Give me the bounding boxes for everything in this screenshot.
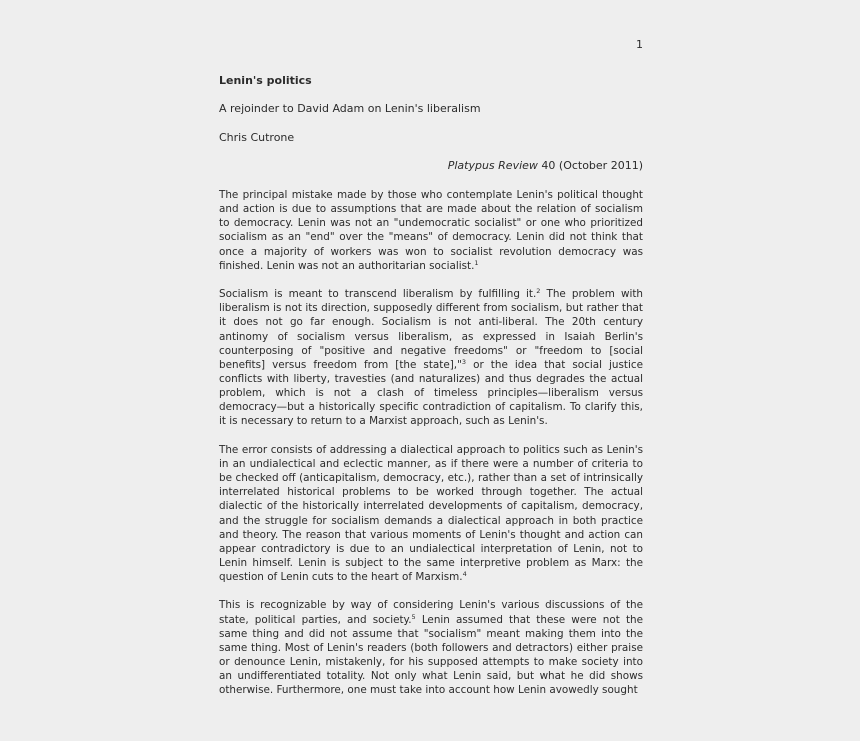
paragraph-text: The principal mistake made by those who contemplate Lenin's political thought and action is due to assumptions that are made about the relation of socialism to democracy. Lenin was not an "undemocratic socialist" or one who prioritized socialism as an "end" over the "means" of democracy. Lenin did not think that once a majority of workers was won to socialist revolution democracy was finished. Lenin was not an authoritarian socialist. xyxy=(219,189,643,272)
document-subtitle: A rejoinder to David Adam on Lenin's liberalism xyxy=(219,102,481,115)
article-body xyxy=(219,188,643,712)
paragraph-text: This is recognizable by way of considering Lenin's various discussions of the state, political parties, and society. xyxy=(219,599,643,626)
paragraph xyxy=(219,443,643,585)
page-number: 1 xyxy=(636,38,643,51)
footnote-marker[interactable]: 2 xyxy=(536,287,541,296)
journal-name: Platypus Review xyxy=(447,159,538,172)
footnote-marker[interactable]: 3 xyxy=(461,357,467,366)
publication-citation xyxy=(219,159,643,173)
author-name: Chris Cutrone xyxy=(219,131,295,144)
footnote-marker[interactable]: 4 xyxy=(462,570,467,579)
paragraph xyxy=(219,598,643,697)
paragraph-text: Lenin assumed that these were not the same thing and did not assume that "socialism" meant making them into the same thing. Most of Lenin's readers (both followers and detractors) either praise or denounce Lenin, mistakenly, for his supposed attempts to make society into an undifferentiated totality. Not only what Lenin said, but what he did shows otherwise. Furthermore, one must take into account how Lenin avowedly sought xyxy=(219,613,643,697)
journal-issue: 40 (October 2011) xyxy=(537,159,643,172)
footnote-marker[interactable]: 5 xyxy=(411,612,416,621)
paragraph xyxy=(219,287,643,429)
document-title: Lenin's politics xyxy=(219,74,312,87)
paragraph-text: Socialism is meant to transcend liberalism by fulfilling it. xyxy=(219,288,537,301)
paragraph-text: The problem with liberalism is not its direction, supposedly different from socialism, but rather that it does not go far enough. Socialism is not anti-liberal. The 20th century antinomy of socialism versus liberalism, as expressed in Isaiah Berlin's counterposing of "positive and negative freedoms" or "freedom to [social benefits] versus freedom from [the state]," xyxy=(219,288,643,371)
paragraph-text: The error consists of addressing a dialectical approach to politics such as Lenin's in an undialectical and eclectic manner, as if there were a number of criteria to be checked off (anticapitalism, democracy, etc.), rather than a set of intrinsically interrelated historical problems to be worked through together. The actual dialectic of the historically interrelated developments of capitalism, democracy, and the struggle for socialism demands a dialectical approach in both practice and theory. The reason that various moments of Lenin's thought and action can appear contradictory is due to an undialectical interpretation of Lenin, not to Lenin himself. Lenin is subject to the same interpretive problem as Marx: the question of Lenin cuts to the heart of Marxism. xyxy=(219,443,643,584)
paragraph xyxy=(219,188,643,273)
footnote-marker[interactable]: 1 xyxy=(474,258,479,267)
paragraph-text: or the idea that social justice conflicts with liberty, travesties (and naturalizes) and thus degrades the actual problem, which is not a clash of timeless principles—liberalism versus democracy—but a historically specific contradiction of capitalism. To clarify this, it is necessary to return to a Marxist approach, such as Lenin's. xyxy=(219,358,643,428)
